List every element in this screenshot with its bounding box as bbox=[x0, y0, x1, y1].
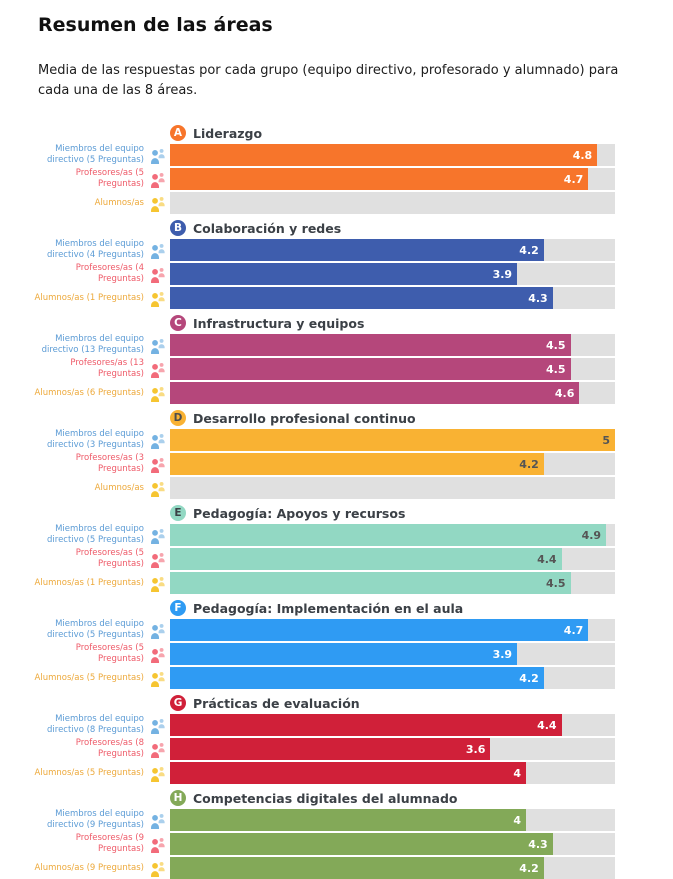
area-rows bbox=[32, 334, 653, 404]
areas-summary-chart bbox=[32, 125, 653, 879]
group-label: Profesores/as (13 Preguntas) bbox=[70, 358, 144, 380]
group-bar-row bbox=[32, 643, 653, 665]
bar-value-label: 4.7 bbox=[563, 172, 584, 186]
group-bar-row bbox=[32, 762, 653, 784]
area-section-header bbox=[32, 695, 653, 711]
area-section-title: Colaboración y redes bbox=[193, 220, 342, 236]
area-letter-badge: D bbox=[170, 410, 186, 426]
group-label: Alumnos/as (5 Preguntas) bbox=[34, 672, 144, 683]
area-rows bbox=[32, 239, 653, 309]
people-group-blue-icon bbox=[148, 242, 166, 259]
group-bar-row bbox=[32, 453, 653, 475]
group-bar-row bbox=[32, 667, 653, 689]
bar-track bbox=[170, 358, 615, 380]
group-label: Miembros del equipo directivo (9 Preguntas) bbox=[47, 809, 144, 831]
value-bar bbox=[170, 358, 571, 380]
bar-value-label: 4.2 bbox=[519, 243, 539, 257]
bar-track bbox=[170, 643, 615, 665]
bar-track bbox=[170, 334, 615, 356]
area-section-header bbox=[32, 220, 653, 236]
group-label: Miembros del equipo directivo (8 Preguntas) bbox=[47, 714, 144, 736]
bar-value-label: 4 bbox=[513, 813, 521, 827]
people-group-pink-icon bbox=[148, 551, 166, 568]
group-label: Alumnos/as (9 Preguntas) bbox=[34, 862, 144, 873]
area-rows bbox=[32, 429, 653, 499]
group-label: Miembros del equipo directivo (5 Preguntas) bbox=[47, 144, 144, 166]
group-bar-row bbox=[32, 334, 653, 356]
people-group-yellow-icon bbox=[148, 385, 166, 402]
people-group-pink-icon bbox=[148, 456, 166, 473]
group-bar-row bbox=[32, 287, 653, 309]
group-label: Miembros del equipo directivo (5 Preguntas) bbox=[47, 524, 144, 546]
group-bar-row bbox=[32, 263, 653, 285]
area-section bbox=[32, 125, 653, 214]
bar-value-label: 4.9 bbox=[581, 528, 602, 542]
area-letter-badge: E bbox=[170, 505, 186, 521]
area-rows bbox=[32, 524, 653, 594]
group-label: Alumnos/as (1 Preguntas) bbox=[34, 577, 144, 588]
group-label: Alumnos/as (5 Preguntas) bbox=[34, 767, 144, 778]
bar-track bbox=[170, 809, 615, 831]
bar-track bbox=[170, 572, 615, 594]
page-subtitle: Media de las respuestas por cada grupo (equipo directivo, profesorado y alumnado) para cada una de las 8 áreas. bbox=[38, 63, 619, 99]
bar-track bbox=[170, 619, 615, 641]
people-group-blue-icon bbox=[148, 337, 166, 354]
group-label: Alumnos/as (1 Preguntas) bbox=[34, 292, 144, 303]
area-letter-badge: B bbox=[170, 220, 186, 236]
group-label: Profesores/as (9 Preguntas) bbox=[75, 833, 144, 855]
group-label: Miembros del equipo directivo (5 Preguntas) bbox=[47, 619, 144, 641]
area-letter-badge: F bbox=[170, 600, 186, 616]
bar-track bbox=[170, 833, 615, 855]
group-bar-row bbox=[32, 714, 653, 736]
people-group-pink-icon bbox=[148, 266, 166, 283]
area-section-title: Prácticas de evaluación bbox=[193, 695, 360, 711]
group-bar-row bbox=[32, 548, 653, 570]
area-rows bbox=[32, 144, 653, 214]
area-rows bbox=[32, 809, 653, 879]
group-label: Miembros del equipo directivo (3 Preguntas) bbox=[47, 429, 144, 451]
bar-value-label: 4.6 bbox=[554, 386, 575, 400]
group-label: Profesores/as (8 Preguntas) bbox=[75, 738, 144, 760]
group-bar-row bbox=[32, 239, 653, 261]
group-label: Profesores/as (5 Preguntas) bbox=[75, 548, 144, 570]
people-group-yellow-icon bbox=[148, 670, 166, 687]
group-bar-row bbox=[32, 144, 653, 166]
bar-value-label: 4.4 bbox=[537, 718, 557, 732]
value-bar bbox=[170, 619, 588, 641]
group-bar-row bbox=[32, 809, 653, 831]
group-label: Miembros del equipo directivo (4 Preguntas) bbox=[47, 239, 144, 261]
area-section bbox=[32, 220, 653, 309]
value-bar bbox=[170, 762, 526, 784]
page-title: Resumen de las áreas bbox=[38, 14, 273, 36]
value-bar bbox=[170, 667, 544, 689]
group-bar-row bbox=[32, 833, 653, 855]
bar-track bbox=[170, 168, 615, 190]
group-label: Miembros del equipo directivo (13 Preguntas) bbox=[41, 334, 144, 356]
bar-track bbox=[170, 263, 615, 285]
people-group-pink-icon bbox=[148, 741, 166, 758]
people-group-yellow-icon bbox=[148, 860, 166, 877]
value-bar bbox=[170, 334, 571, 356]
people-group-pink-icon bbox=[148, 171, 166, 188]
value-bar bbox=[170, 548, 562, 570]
area-section-header bbox=[32, 790, 653, 806]
area-section bbox=[32, 790, 653, 879]
value-bar bbox=[170, 738, 490, 760]
area-section-title: Liderazgo bbox=[193, 125, 263, 141]
people-group-blue-icon bbox=[148, 432, 166, 449]
value-bar bbox=[170, 524, 606, 546]
bar-track bbox=[170, 382, 615, 404]
bar-track bbox=[170, 192, 615, 214]
group-label: Profesores/as (5 Preguntas) bbox=[75, 168, 144, 190]
area-section-header bbox=[32, 600, 653, 616]
area-section-title: Infrastructura y equipos bbox=[193, 315, 365, 331]
area-section-header bbox=[32, 125, 653, 141]
bar-value-label: 4.8 bbox=[572, 148, 593, 162]
people-group-yellow-icon bbox=[148, 195, 166, 212]
people-group-pink-icon bbox=[148, 361, 166, 378]
people-group-yellow-icon bbox=[148, 290, 166, 307]
people-group-yellow-icon bbox=[148, 480, 166, 497]
bar-track bbox=[170, 762, 615, 784]
people-group-blue-icon bbox=[148, 622, 166, 639]
bar-value-label: 4 bbox=[513, 766, 521, 780]
bar-track bbox=[170, 714, 615, 736]
bar-value-label: 3.9 bbox=[492, 647, 513, 661]
area-letter-badge: C bbox=[170, 315, 186, 331]
group-bar-row bbox=[32, 192, 653, 214]
bar-track bbox=[170, 239, 615, 261]
group-bar-row bbox=[32, 524, 653, 546]
group-bar-row bbox=[32, 738, 653, 760]
bar-track bbox=[170, 287, 615, 309]
bar-track bbox=[170, 667, 615, 689]
value-bar bbox=[170, 714, 562, 736]
group-bar-row bbox=[32, 477, 653, 499]
area-section bbox=[32, 695, 653, 784]
bar-track bbox=[170, 477, 615, 499]
bar-value-label: 3.9 bbox=[492, 267, 513, 281]
group-label: Profesores/as (3 Preguntas) bbox=[75, 453, 144, 475]
value-bar bbox=[170, 453, 544, 475]
bar-value-label: 4.3 bbox=[528, 291, 548, 305]
area-section bbox=[32, 410, 653, 499]
bar-value-label: 4.2 bbox=[519, 861, 539, 875]
area-rows bbox=[32, 619, 653, 689]
area-section-header bbox=[32, 410, 653, 426]
group-bar-row bbox=[32, 429, 653, 451]
people-group-blue-icon bbox=[148, 147, 166, 164]
area-section bbox=[32, 600, 653, 689]
bar-track bbox=[170, 524, 615, 546]
value-bar bbox=[170, 239, 544, 261]
area-section-title: Pedagogía: Apoyos y recursos bbox=[193, 505, 406, 521]
people-group-yellow-icon bbox=[148, 575, 166, 592]
group-label: Alumnos/as bbox=[94, 197, 144, 208]
bar-value-label: 4.7 bbox=[563, 623, 584, 637]
group-bar-row bbox=[32, 572, 653, 594]
area-section bbox=[32, 315, 653, 404]
group-label: Alumnos/as bbox=[94, 482, 144, 493]
people-group-blue-icon bbox=[148, 812, 166, 829]
bar-value-label: 3.6 bbox=[465, 742, 486, 756]
bar-track bbox=[170, 738, 615, 760]
area-section-header bbox=[32, 505, 653, 521]
area-letter-badge: A bbox=[170, 125, 186, 141]
value-bar bbox=[170, 572, 571, 594]
bar-value-label: 4.5 bbox=[546, 338, 566, 352]
bar-value-label: 5 bbox=[602, 433, 610, 447]
value-bar bbox=[170, 263, 517, 285]
bar-track bbox=[170, 144, 615, 166]
group-bar-row bbox=[32, 168, 653, 190]
people-group-blue-icon bbox=[148, 527, 166, 544]
bar-track bbox=[170, 548, 615, 570]
area-section-header bbox=[32, 315, 653, 331]
group-bar-row bbox=[32, 619, 653, 641]
people-group-pink-icon bbox=[148, 646, 166, 663]
value-bar bbox=[170, 382, 579, 404]
value-bar bbox=[170, 168, 588, 190]
bar-value-label: 4.3 bbox=[528, 837, 548, 851]
value-bar bbox=[170, 809, 526, 831]
bar-value-label: 4.4 bbox=[537, 552, 557, 566]
value-bar bbox=[170, 144, 597, 166]
bar-track bbox=[170, 857, 615, 879]
group-bar-row bbox=[32, 358, 653, 380]
bar-track bbox=[170, 429, 615, 451]
value-bar bbox=[170, 643, 517, 665]
area-section-title: Competencias digitales del alumnado bbox=[193, 790, 458, 806]
bar-value-label: 4.5 bbox=[546, 362, 566, 376]
people-group-pink-icon bbox=[148, 836, 166, 853]
area-section-title: Pedagogía: Implementación en el aula bbox=[193, 600, 464, 616]
value-bar bbox=[170, 833, 553, 855]
group-bar-row bbox=[32, 382, 653, 404]
group-label: Profesores/as (4 Preguntas) bbox=[75, 263, 144, 285]
people-group-blue-icon bbox=[148, 717, 166, 734]
value-bar bbox=[170, 287, 553, 309]
group-bar-row bbox=[32, 857, 653, 879]
area-section-title: Desarrollo profesional continuo bbox=[193, 410, 416, 426]
people-group-yellow-icon bbox=[148, 765, 166, 782]
group-label: Alumnos/as (6 Preguntas) bbox=[34, 387, 144, 398]
bar-value-label: 4.2 bbox=[519, 457, 539, 471]
area-letter-badge: G bbox=[170, 695, 186, 711]
area-letter-badge: H bbox=[170, 790, 186, 806]
area-section bbox=[32, 505, 653, 594]
group-label: Profesores/as (5 Preguntas) bbox=[75, 643, 144, 665]
value-bar bbox=[170, 429, 615, 451]
bar-track bbox=[170, 453, 615, 475]
bar-value-label: 4.5 bbox=[546, 576, 566, 590]
value-bar bbox=[170, 857, 544, 879]
area-rows bbox=[32, 714, 653, 784]
bar-value-label: 4.2 bbox=[519, 671, 539, 685]
